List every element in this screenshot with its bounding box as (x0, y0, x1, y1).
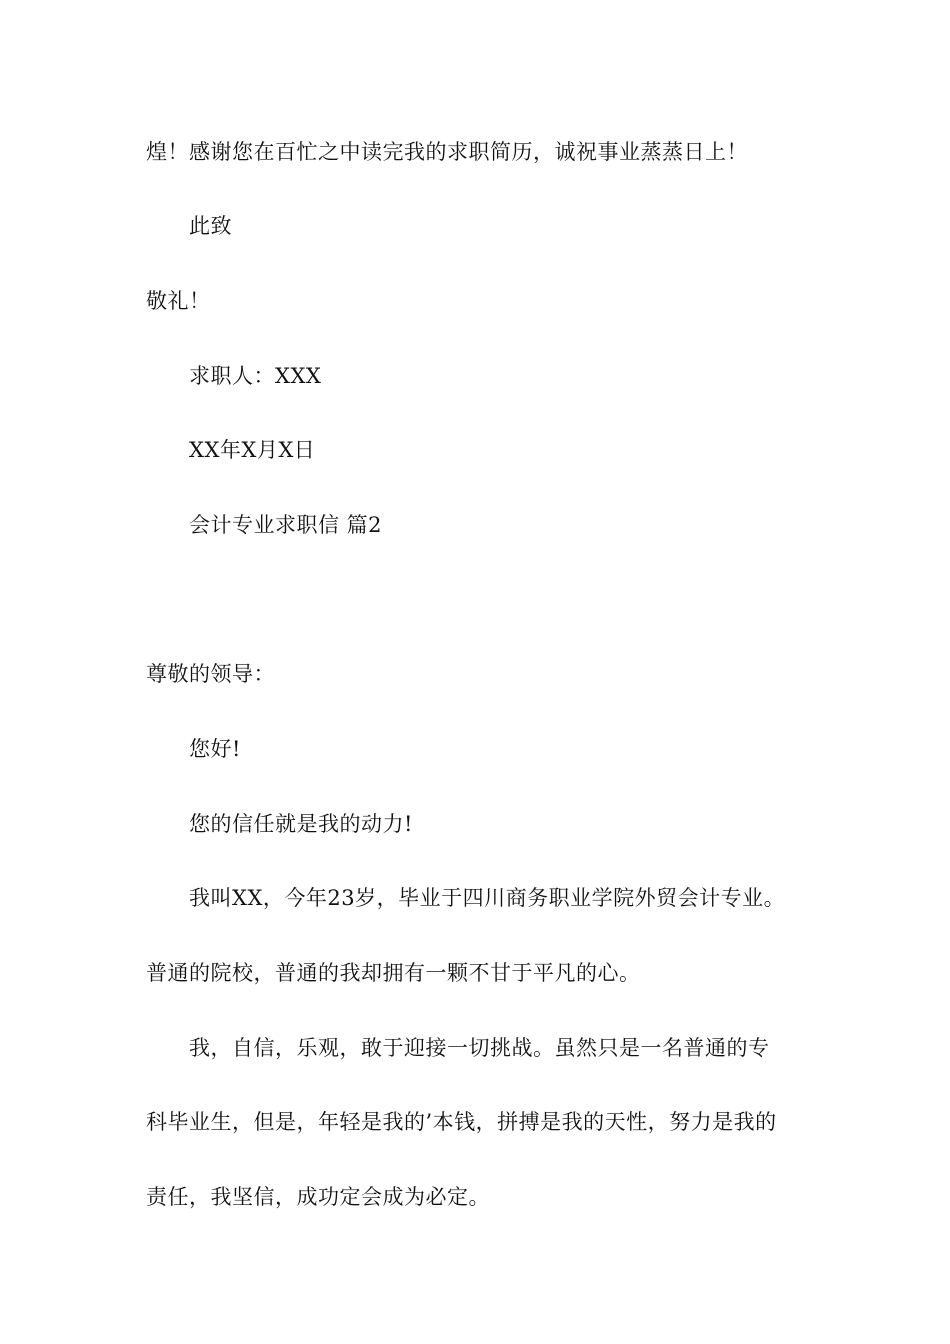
greeting: 尊敬的领导： (146, 662, 275, 686)
closing-salutation: 此致 (189, 214, 232, 238)
paragraph-line: 我叫XX，今年23岁，毕业于四川商务职业学院外贸会计专业。 (189, 886, 786, 910)
section-title: 会计专业求职信 篇2 (189, 513, 383, 537)
opening-line: 您好! (189, 737, 241, 761)
paragraph-line: 我，自信，乐观，敢于迎接一切挑战。虽然只是一名普通的专 (189, 1036, 770, 1060)
closing-regards: 敬礼！ (146, 289, 211, 313)
paragraph-line: 责任，我坚信，成功定会成为必定。 (146, 1185, 490, 1209)
paragraph-line: 普通的院校，普通的我却拥有一颗不甘于平凡的心。 (146, 961, 641, 985)
paragraph-line: 煌！感谢您在百忙之中读完我的求职简历，诚祝事业蒸蒸日上！ (146, 140, 748, 164)
letter-date: XX年X月X日 (189, 438, 316, 462)
paragraph-line: 科毕业生，但是，年轻是我的’本钱，拼搏是我的天性，努力是我的 (146, 1110, 777, 1134)
paragraph-line: 您的信任就是我的动力! (189, 812, 413, 836)
applicant-signature: 求职人：XXX (189, 364, 322, 388)
